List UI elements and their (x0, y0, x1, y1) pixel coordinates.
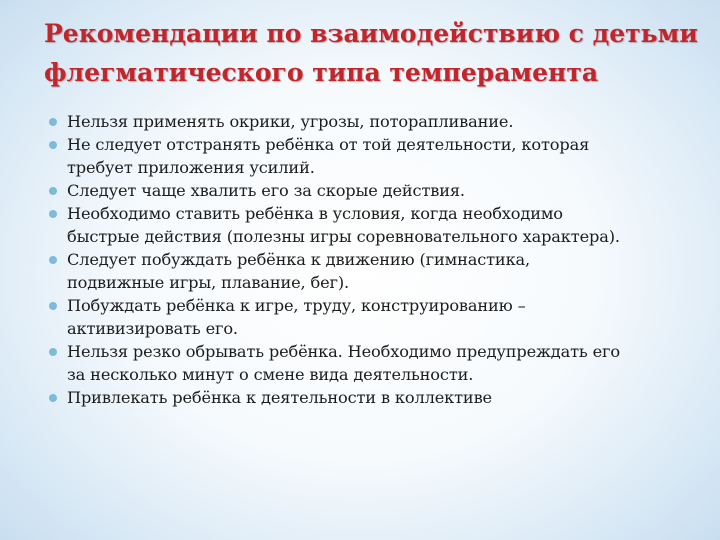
bullet-text-continued: подвижные игры, плавание, бег). (67, 273, 350, 292)
bullet-dot-icon (49, 118, 57, 126)
bullet-text-continued: за несколько минут о смене вида деятельности. (67, 365, 474, 384)
bullet-text: Необходимо ставить ребёнка в условия, когда необходимо (67, 204, 563, 223)
bullet-text: Следует чаще хвалить его за скорые действия. (67, 181, 465, 200)
bullet-item (46, 179, 706, 202)
bullet-dot-icon (49, 256, 57, 264)
bullet-text: Нельзя резко обрывать ребёнка. Необходимо предупреждать его (67, 342, 620, 361)
slide-title (44, 14, 704, 92)
bullet-text: Не следует отстранять ребёнка от той деятельности, которая (67, 135, 590, 154)
bullet-dot-icon (49, 394, 57, 402)
title-line-2: флегматического типа темперамента (44, 58, 599, 87)
bullet-dot-icon (49, 187, 57, 195)
bullet-text-continued: быстрые действия (полезны игры соревновательного характера). (67, 227, 620, 246)
bullet-item (46, 340, 706, 386)
bullet-item (46, 133, 706, 179)
bullet-item (46, 110, 706, 133)
bullet-text-continued: активизировать его. (67, 319, 238, 338)
bullet-item (46, 248, 706, 294)
bullet-text: Привлекать ребёнка к деятельности в коллективе (67, 388, 492, 407)
bullet-dot-icon (49, 302, 57, 310)
bullet-text: Нельзя применять окрики, угрозы, поторапливание. (67, 112, 514, 131)
bullet-dot-icon (49, 141, 57, 149)
bullet-item (46, 386, 706, 409)
bullet-item (46, 202, 706, 248)
bullet-item (46, 294, 706, 340)
bullet-text: Следует побуждать ребёнка к движению (гимнастика, (67, 250, 531, 269)
title-line-1: Рекомендации по взаимодействию с детьми (44, 19, 698, 48)
bullet-list (46, 110, 706, 409)
bullet-text-continued: требует приложения усилий. (67, 158, 315, 177)
bullet-text: Побуждать ребёнка к игре, труду, конструированию – (67, 296, 526, 315)
bullet-dot-icon (49, 210, 57, 218)
bullet-dot-icon (49, 348, 57, 356)
